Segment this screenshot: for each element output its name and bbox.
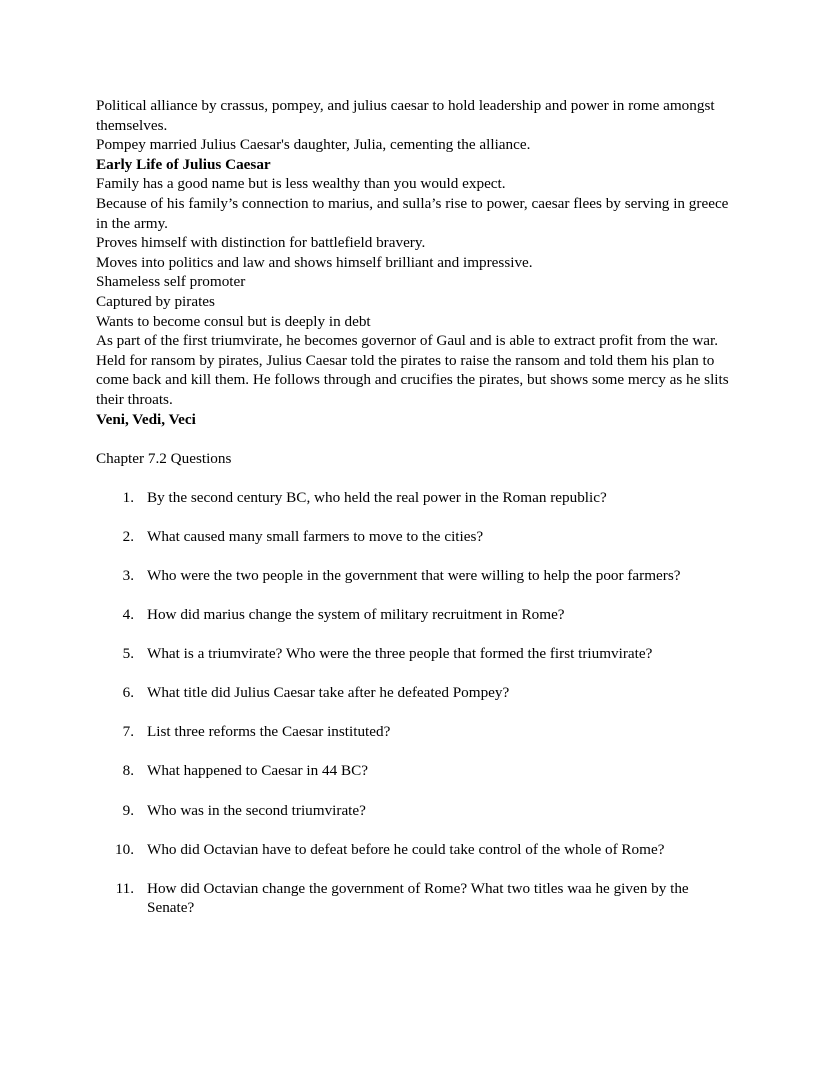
notes-paragraph: Political alliance by crassus, pompey, and julius caesar to hold leadership and power in rome amongst themselves. bbox=[96, 97, 715, 134]
question-item: How did marius change the system of military recruitment in Rome? bbox=[147, 606, 565, 624]
question-item: List three reforms the Caesar instituted? bbox=[147, 723, 391, 741]
question-item: What is a triumvirate? Who were the three people that formed the first triumvirate? bbox=[147, 645, 653, 663]
section-spacer bbox=[96, 429, 732, 449]
notes-paragraph: Moves into politics and law and shows himself brilliant and impressive. bbox=[96, 253, 533, 271]
notes-paragraph: As part of the first triumvirate, he becomes governor of Gaul and is able to extract profit from the war. bbox=[96, 332, 719, 350]
question-item: What title did Julius Caesar take after he defeated Pompey? bbox=[147, 684, 510, 702]
notes-subheading: Veni, Vedi, Veci bbox=[96, 410, 196, 428]
question-item: Who did Octavian have to defeat before he could take control of the whole of Rome? bbox=[147, 840, 665, 858]
question-item: How did Octavian change the government of Rome? What two titles waa he given by the Senate? bbox=[147, 879, 689, 917]
notes-subheading: Early Life of Julius Caesar bbox=[96, 155, 271, 173]
chapter-heading: Chapter 7.2 Questions bbox=[96, 449, 232, 467]
questions-list bbox=[96, 488, 732, 918]
notes-paragraph: Wants to become consul but is deeply in debt bbox=[96, 312, 371, 330]
question-item: What caused many small farmers to move to the cities? bbox=[147, 527, 484, 545]
notes-paragraph: Pompey married Julius Caesar's daughter, Julia, cementing the alliance. bbox=[96, 136, 531, 154]
notes-section bbox=[96, 96, 732, 429]
question-item: Who were the two people in the government that were willing to help the poor farmers? bbox=[147, 566, 681, 584]
notes-paragraph: Family has a good name but is less wealthy than you would expect. bbox=[96, 175, 506, 193]
question-item: What happened to Caesar in 44 BC? bbox=[147, 762, 368, 780]
notes-paragraph: Proves himself with distinction for battlefield bravery. bbox=[96, 234, 426, 252]
question-item: Who was in the second triumvirate? bbox=[147, 801, 366, 819]
notes-paragraph: Because of his family’s connection to marius, and sulla’s rise to power, caesar flees by serving in greece in the army. bbox=[96, 194, 729, 232]
question-item: By the second century BC, who held the real power in the Roman republic? bbox=[147, 488, 607, 506]
document-body bbox=[96, 96, 732, 918]
notes-paragraph: Shameless self promoter bbox=[96, 273, 246, 291]
notes-paragraph: Held for ransom by pirates, Julius Caesar told the pirates to raise the ransom and told them his plan to come back and kill them. He follows through and crucifies the pirates, but shows some mercy as he slits their throats. bbox=[96, 351, 729, 408]
notes-paragraph: Captured by pirates bbox=[96, 292, 215, 310]
